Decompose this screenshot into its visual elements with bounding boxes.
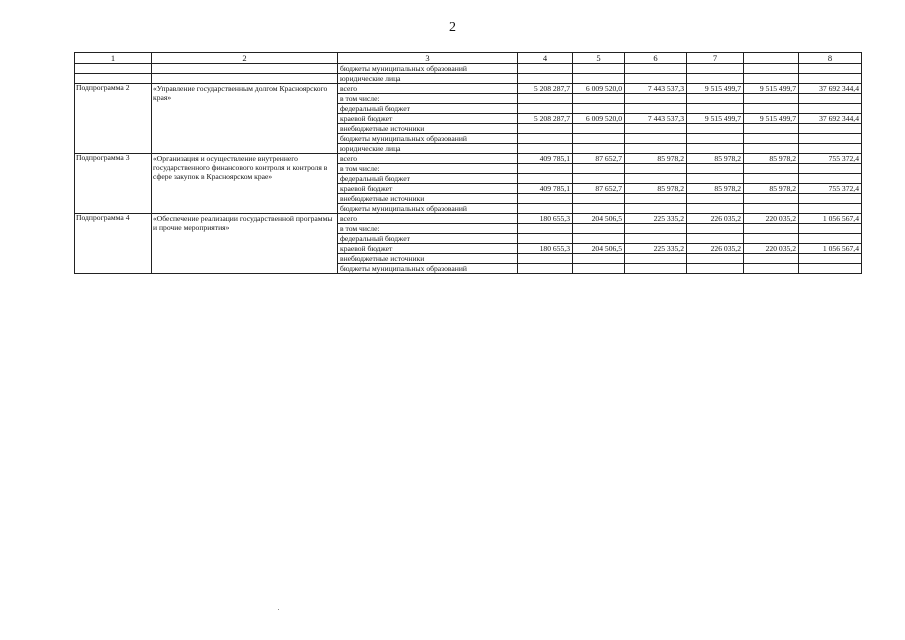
subprogram-code: Подпрограмма 4 [75,214,152,274]
subprogram-name: «Обеспечение реализации государственной программы и прочие мероприятия» [152,214,338,274]
source-cell: краевой бюджет [338,184,518,194]
value-cell [799,194,862,204]
value-cell [518,64,573,74]
value-cell [799,134,862,144]
value-cell: 6 009 520,0 [573,84,625,94]
value-cell [573,174,625,184]
value-cell: 85 978,2 [625,184,687,194]
value-cell [625,254,687,264]
value-cell [625,104,687,114]
value-cell [799,204,862,214]
subprogram-code: Подпрограмма 3 [75,154,152,214]
value-cell [687,204,744,214]
value-cell [687,74,744,84]
value-cell [518,104,573,114]
value-cell: 9 515 499,7 [687,114,744,124]
value-cell [625,64,687,74]
value-cell [687,124,744,134]
value-cell: 5 208 287,7 [518,84,573,94]
subprogram-code: Подпрограмма 2 [75,84,152,154]
value-cell [799,94,862,104]
value-cell: 9 515 499,7 [744,84,799,94]
value-cell: 409 785,1 [518,184,573,194]
value-cell [687,104,744,114]
value-cell [744,64,799,74]
value-cell [687,164,744,174]
value-cell: 9 515 499,7 [687,84,744,94]
value-cell [518,204,573,214]
value-cell [625,94,687,104]
value-cell [518,164,573,174]
value-cell [799,104,862,114]
source-cell: краевой бюджет [338,114,518,124]
table-row [75,154,862,164]
value-cell [744,174,799,184]
value-cell [625,164,687,174]
value-cell [625,194,687,204]
value-cell: 7 443 537,3 [625,114,687,124]
value-cell: 1 056 567,4 [799,244,862,254]
source-cell: всего [338,154,518,164]
name-cell [152,74,338,84]
value-cell [799,234,862,244]
value-cell [744,194,799,204]
subprogram-name: «Управление государственным долгом Красноярского края» [152,84,338,154]
value-cell: 85 978,2 [744,184,799,194]
source-cell: внебюджетные источники [338,124,518,134]
value-cell [518,74,573,84]
table-row [75,64,862,74]
column-number: 3 [338,53,518,64]
value-cell: 409 785,1 [518,154,573,164]
value-cell [687,144,744,154]
value-cell [625,204,687,214]
source-cell: юридические лица [338,74,518,84]
source-cell: в том числе: [338,224,518,234]
value-cell [744,164,799,174]
scan-speck [278,609,279,610]
value-cell [518,234,573,244]
source-cell: всего [338,214,518,224]
source-cell: бюджеты муниципальных образований [338,134,518,144]
source-cell: в том числе: [338,164,518,174]
value-cell [573,74,625,84]
value-cell: 6 009 520,0 [573,114,625,124]
column-number: 5 [573,53,625,64]
source-cell: краевой бюджет [338,244,518,254]
value-cell [687,194,744,204]
value-cell: 755 372,4 [799,154,862,164]
table-row [75,74,862,84]
column-number [744,53,799,64]
source-cell: юридические лица [338,144,518,154]
code-cell [75,74,152,84]
value-cell [573,164,625,174]
value-cell: 225 335,2 [625,244,687,254]
code-cell [75,64,152,74]
value-cell [573,224,625,234]
value-cell [573,134,625,144]
value-cell: 85 978,2 [625,154,687,164]
value-cell [625,144,687,154]
value-cell [744,74,799,84]
value-cell [799,74,862,84]
value-cell [518,254,573,264]
value-cell [573,254,625,264]
value-cell [625,134,687,144]
source-cell: всего [338,84,518,94]
value-cell [573,104,625,114]
source-cell: внебюджетные источники [338,254,518,264]
value-cell [625,124,687,134]
value-cell: 204 506,5 [573,244,625,254]
table-row [75,214,862,224]
value-cell [687,134,744,144]
value-cell: 226 035,2 [687,244,744,254]
name-cell [152,64,338,74]
value-cell [799,124,862,134]
value-cell [573,194,625,204]
value-cell [744,234,799,244]
value-cell [518,194,573,204]
value-cell [573,64,625,74]
value-cell: 37 692 344,4 [799,114,862,124]
column-number: 1 [75,53,152,64]
value-cell [799,174,862,184]
value-cell: 755 372,4 [799,184,862,194]
value-cell [573,204,625,214]
value-cell [518,134,573,144]
value-cell [573,264,625,274]
value-cell [744,124,799,134]
value-cell [744,104,799,114]
value-cell [518,174,573,184]
value-cell [518,264,573,274]
value-cell: 204 506,5 [573,214,625,224]
value-cell [799,164,862,174]
value-cell [799,264,862,274]
value-cell [687,254,744,264]
value-cell: 85 978,2 [687,154,744,164]
source-cell: федеральный бюджет [338,234,518,244]
source-cell: бюджеты муниципальных образований [338,204,518,214]
value-cell: 87 652,7 [573,154,625,164]
value-cell [518,224,573,234]
value-cell: 220 035,2 [744,214,799,224]
value-cell [625,264,687,274]
value-cell: 85 978,2 [744,154,799,164]
header-row [75,53,862,64]
value-cell: 180 655,3 [518,214,573,224]
table-row [75,84,862,94]
column-number: 4 [518,53,573,64]
value-cell: 226 035,2 [687,214,744,224]
value-cell [687,64,744,74]
source-cell: бюджеты муниципальных образований [338,64,518,74]
value-cell [799,144,862,154]
value-cell [799,64,862,74]
value-cell [625,224,687,234]
value-cell [687,94,744,104]
value-cell [687,234,744,244]
subprogram-name: «Организация и осуществление внутреннего государственного финансового контроля и контроля в сфере закупок в Красноярском крае» [152,154,338,214]
value-cell [573,124,625,134]
value-cell [573,94,625,104]
value-cell [744,224,799,234]
value-cell [799,254,862,264]
value-cell: 85 978,2 [687,184,744,194]
source-cell: в том числе: [338,94,518,104]
value-cell [573,234,625,244]
value-cell [744,144,799,154]
value-cell: 87 652,7 [573,184,625,194]
value-cell [744,264,799,274]
value-cell [744,254,799,264]
value-cell [518,124,573,134]
value-cell: 220 035,2 [744,244,799,254]
value-cell: 37 692 344,4 [799,84,862,94]
value-cell [625,174,687,184]
value-cell: 225 335,2 [625,214,687,224]
value-cell [744,204,799,214]
value-cell [687,174,744,184]
value-cell [573,144,625,154]
column-number: 7 [687,53,744,64]
value-cell: 5 208 287,7 [518,114,573,124]
source-cell: федеральный бюджет [338,104,518,114]
value-cell [518,144,573,154]
value-cell [744,94,799,104]
value-cell: 180 655,3 [518,244,573,254]
value-cell [687,264,744,274]
source-cell: бюджеты муниципальных образований [338,264,518,274]
value-cell [625,234,687,244]
page-number: 2 [449,20,456,35]
column-number: 8 [799,53,862,64]
value-cell [744,134,799,144]
value-cell [799,224,862,234]
value-cell [518,94,573,104]
source-cell: внебюджетные источники [338,194,518,204]
value-cell [687,224,744,234]
budget-table [74,52,862,274]
value-cell [625,74,687,84]
value-cell: 7 443 537,3 [625,84,687,94]
source-cell: федеральный бюджет [338,174,518,184]
value-cell: 9 515 499,7 [744,114,799,124]
column-number: 2 [152,53,338,64]
column-number: 6 [625,53,687,64]
value-cell: 1 056 567,4 [799,214,862,224]
